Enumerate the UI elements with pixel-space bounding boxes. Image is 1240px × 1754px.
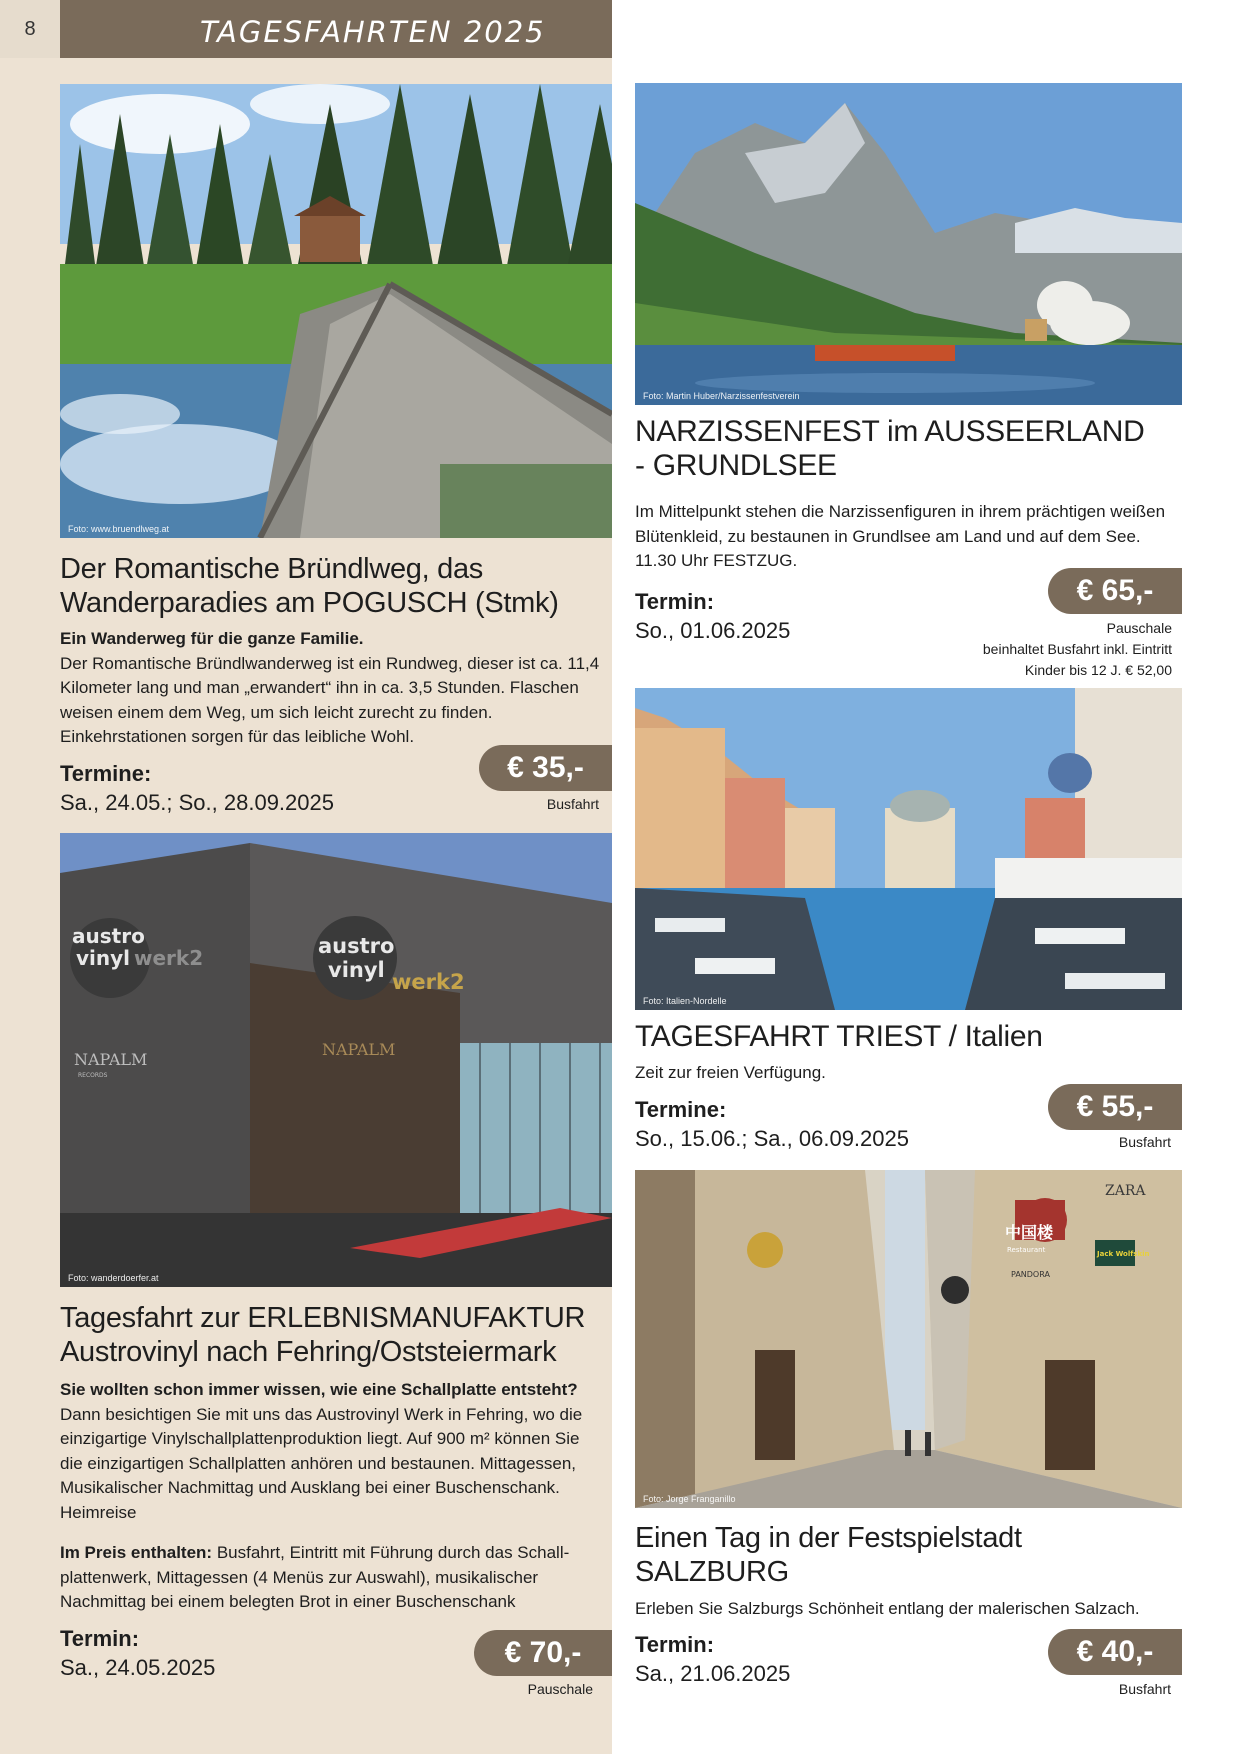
price-note-line: Kinder bis 12 J. € 52,00 xyxy=(1024,662,1172,678)
photo-credit: Foto: www.bruendlweg.at xyxy=(68,524,170,534)
price-note-line: beinhaltet Busfahrt inkl. Eintritt xyxy=(982,641,1172,657)
photo-credit: Foto: wanderdoerfer.at xyxy=(68,1273,159,1283)
narzissenfest-termin-label: Termin: xyxy=(635,589,715,614)
salzburg-termin-label: Termin: xyxy=(635,1632,715,1657)
austrovinyl-price-note: Pauschale xyxy=(527,1681,593,1697)
austrovinyl-photo xyxy=(60,833,612,1287)
austrovinyl-text: Dann besichtigen Sie mit uns das Austrovinyl Werk in Fehring, wo die einzigartige Vinylschallplattenproduktion liegt. Auf 900 m² können Sie die einzigartigen Schallplatten anhören und bestaunen. Mittagessen, Musikalischer Nachmittag und Ausklang bei einer Buschenschank. Heimreise xyxy=(60,1404,583,1522)
triest-title: TAGESFAHRT TRIEST / Italien xyxy=(635,1020,1043,1053)
title-line: Einen Tag in der Festspielstadt xyxy=(635,1522,1022,1554)
triest-termin-label: Termine: xyxy=(635,1097,727,1122)
bruendlweg-description xyxy=(60,627,600,750)
austrovinyl-description xyxy=(60,1378,605,1525)
austrovinyl-termin-label: Termin: xyxy=(60,1626,140,1651)
photo-credit: Foto: Italien-Nordelle xyxy=(643,996,727,1006)
sign-text: ZARA xyxy=(1105,1183,1146,1199)
title-line: NARZISSENFEST im AUSSEERLAND xyxy=(635,415,1145,448)
bruendlweg-termin-label: Termine: xyxy=(60,761,152,786)
sign-text: PANDORA xyxy=(1011,1270,1050,1279)
header-bar xyxy=(60,0,612,58)
page-number: 8 xyxy=(24,18,36,40)
austrovinyl-title xyxy=(60,1301,612,1369)
bruendlweg-title xyxy=(60,552,612,620)
salzburg-title xyxy=(635,1521,1182,1589)
triest-price-badge: € 55,- xyxy=(1048,1084,1182,1130)
price-note-line: Pauschale xyxy=(1106,620,1172,636)
sign-text: RECORDS xyxy=(78,1072,108,1079)
bruendlweg-photo xyxy=(60,84,612,538)
sign-text: austro xyxy=(318,934,395,958)
bruendlweg-price-badge: € 35,- xyxy=(479,745,612,791)
title-line: Austrovinyl nach Fehring/Oststeiermark xyxy=(60,1336,557,1368)
bruendlweg-lead: Ein Wanderweg für die ganze Familie. xyxy=(60,629,364,648)
salzburg-photo xyxy=(635,1170,1182,1508)
narzissenfest-termin: So., 01.06.2025 xyxy=(635,618,791,643)
page-number-box xyxy=(0,0,60,58)
photo-credit: Foto: Martin Huber/Narzissenfestverein xyxy=(643,391,800,401)
sign-text: NAPALM xyxy=(322,1040,396,1059)
triest-description: Zeit zur freien Verfügung. xyxy=(635,1063,826,1082)
austrovinyl-lead: Sie wollten schon immer wissen, wie eine Schallplatte entsteht? xyxy=(60,1380,578,1399)
austrovinyl-included-text: Busfahrt, Eintritt mit Führung durch das Schallplattenwerk, Mittagessen (4 Menüs zur Auswahl), musikalischer Nachmittag bei einem belegten Brot in einer Buschenschank xyxy=(60,1543,570,1611)
austrovinyl-included xyxy=(60,1541,600,1615)
austrovinyl-price-badge: € 70,- xyxy=(474,1630,612,1676)
narzissenfest-title xyxy=(635,415,1182,483)
narzissenfest-photo xyxy=(635,83,1182,405)
sign-text: werk2 xyxy=(392,970,465,994)
triest-photo xyxy=(635,688,1182,1010)
salzburg-price-note: Busfahrt xyxy=(1118,1681,1171,1697)
sign-text: Restaurant xyxy=(1007,1246,1046,1254)
triest-price-note: Busfahrt xyxy=(1118,1134,1171,1150)
sign-text: werk2 xyxy=(134,946,204,970)
austrovinyl-termin: Sa., 24.05.2025 xyxy=(60,1655,216,1680)
bruendlweg-text: Der Romantische Bründlwanderweg ist ein Rundweg, dieser ist ca. 11,4 Kilometer lang und man „erwandert“ ihn in ca. 3,5 Stunden. Flaschen weisen einem dem Weg, um sich leicht zurecht zu finden. Einkehrstationen sorgen für das leibliche Wohl. xyxy=(60,653,600,746)
triest-termin: So., 15.06.; Sa., 06.09.2025 xyxy=(635,1126,909,1151)
narzissenfest-price-note xyxy=(880,618,1172,681)
sign-text: Jack Wolfskin xyxy=(1097,1250,1150,1258)
narzissenfest-price-badge: € 65,- xyxy=(1048,568,1182,614)
sign-text: austro xyxy=(72,924,145,948)
salzburg-description: Erleben Sie Salzburgs Schönheit entlang der malerischen Salzach. xyxy=(635,1599,1140,1618)
title-line: Der Romantische Bründlweg, das xyxy=(60,553,483,585)
bruendlweg-termin: Sa., 24.05.; So., 28.09.2025 xyxy=(60,790,334,815)
title-line: - GRUNDLSEE xyxy=(635,449,837,482)
title-line: SALZBURG xyxy=(635,1556,789,1588)
narzissenfest-text: Im Mittelpunkt stehen die Narzissenfiguren in ihrem prächtigen weißen Blütenkleid, zu bestaunen in Grundlsee am Land und auf dem See. 11.30 Uhr FESTZUG. xyxy=(635,502,1166,570)
sign-text: vinyl xyxy=(76,946,131,970)
salzburg-price-badge: € 40,- xyxy=(1048,1629,1182,1675)
narzissenfest-description xyxy=(635,500,1180,574)
austrovinyl-included-label: Im Preis enthalten: xyxy=(60,1543,213,1562)
sign-text: vinyl xyxy=(328,958,385,982)
sign-text: 中国楼 xyxy=(1005,1223,1054,1242)
header-title: TAGESFAHRTEN 2025 xyxy=(200,15,546,49)
salzburg-termin: Sa., 21.06.2025 xyxy=(635,1661,791,1686)
photo-credit: Foto: Jorge Franganillo xyxy=(643,1494,736,1504)
bruendlweg-price-note: Busfahrt xyxy=(546,796,599,812)
sign-text: NAPALM xyxy=(74,1050,148,1069)
title-line: Tagesfahrt zur ERLEBNISMANUFAKTUR xyxy=(60,1302,586,1334)
title-line: Wanderparadies am POGUSCH (Stmk) xyxy=(60,587,559,619)
